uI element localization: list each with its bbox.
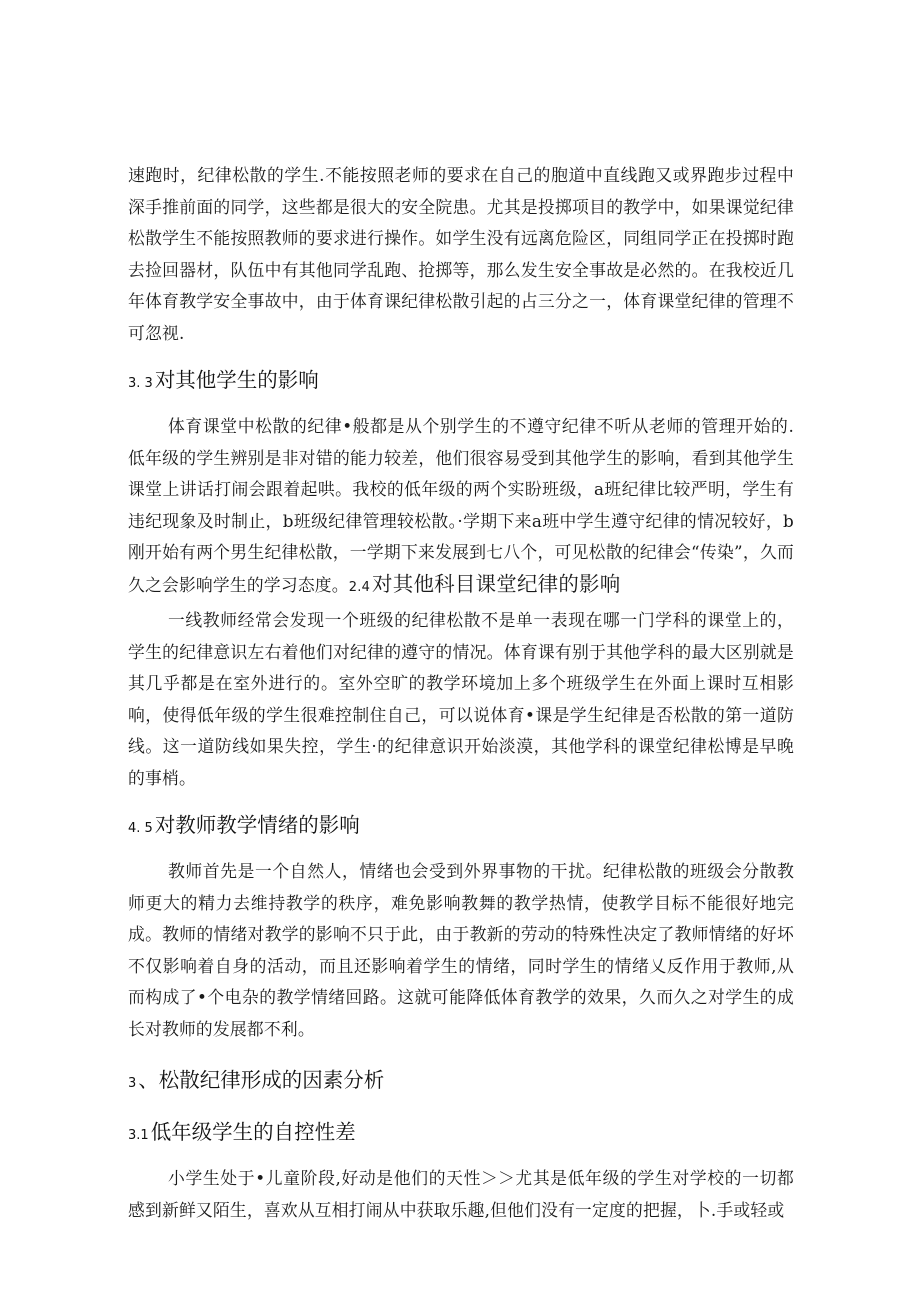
paragraph-self-control: 小学生处于•儿童阶段,好动是他们的天性＞＞尤其是低年级的学生对学校的一切都感到新鲜又陌生，喜欢从互相打闹从中获取乐趣,但他们没有一定度的把握，卜.手或轻或: [128, 1168, 794, 1220]
section-number: 2.4: [348, 579, 371, 595]
section-number: 3. 3: [128, 376, 153, 391]
section-heading-4-5: [128, 810, 794, 844]
section-number: 4. 5: [128, 821, 153, 836]
section-title: 对教师教学情绪的影响: [154, 813, 360, 837]
section-title: 对其他科目课堂纪律的影响: [372, 571, 621, 596]
paragraph-text: 体育课堂中松散的纪律•般都是从个别学生的不遵守纪律不听从老师的管理开始的.低年级的学生辨别是非对错的能力较差，他们很容易受到其他学生的影响，看到其他学生课堂上讲话打闹会跟着起哄。我校的低年级的两个实盼班级，a班纪律比较严明，学生有违纪现象及时制止，b班级纪律管理较松散。·学期下来a班中学生遵守纪律的情况较好，b刚开始有两个男生纪律松散，一学期下来发展到七八个，可见松散的纪律会“传染”，久而久之会影响学生的学习态度。: [128, 416, 794, 595]
chapter-title: 、松散纪律形成的因素分析: [138, 1068, 385, 1092]
paragraph-influence-on-other-students: [128, 411, 794, 603]
section-number: 3.1: [128, 1128, 149, 1143]
section-heading-3-3: [128, 365, 794, 399]
section-title: 低年级学生的自控性差: [150, 1120, 356, 1144]
section-heading-2-4: [349, 572, 621, 596]
document-page: [128, 160, 794, 1226]
paragraph-safety-hazards: 速跑时，纪律松散的学生.不能按照老师的要求在自己的胞道中直线跑又或界跑步过程中深手推前面的同学，这些都是很大的安全院患。尤其是投掷项目的教学中，如果课觉纪律松散学生不能按照教师的要求进行操作。如学生没有远离危险区，同组同学正在投掷时跑去捡回器材，队伍中有其他同学乱跑、抢掷等，那么发生安全事故是必然的。在我校近几年体育教学安全事故中，由于体育课纪律松散引起的占三分之一，体育课堂纪律的管理不可忽视.: [128, 165, 794, 343]
chapter-number: 3: [128, 1076, 137, 1091]
chapter-heading-3: [128, 1065, 794, 1099]
section-title: 对其他学生的影响: [154, 368, 319, 392]
paragraph-other-subjects: 一线教师经常会发现一个班级的纪律松散不是单一表现在哪一门学科的课堂上的，学生的纪律意识左右着他们对纪律的遵守的情况。体育课有别于其他学科的最大区别就是其几乎都是在室外进行的。室外空旷的教学环境加上多个班级学生在外面上课时互相影响，使得低年级的学生很难控制住自己，可以说体育•课是学生纪律是否松散的第一道防线。这一道防线如果失控，学生·的纪律意识开始淡漠，其他学科的课堂纪律松博是早晚的事梢。: [128, 610, 794, 788]
section-heading-3-1: [128, 1117, 794, 1151]
paragraph-teacher-emotion: 教师首先是一个自然人，情绪也会受到外界事物的干扰。纪律松散的班级会分散教师更大的精力去维持教学的秩序，难免影响教舞的教学热情，使教学目标不能很好地完成。教师的情绪对教学的影响不只于此，由于教新的劳动的特殊性决定了教师情绪的好坏不仅影响着自身的活动，而且还影响着学生的情绪，同时学生的情绪乂反作用于教师,从而构成了•个电杂的教学情绪回路。这就可能降低体育教学的效果，久而久之对学生的成长对教师的发展都不利。: [128, 861, 794, 1039]
